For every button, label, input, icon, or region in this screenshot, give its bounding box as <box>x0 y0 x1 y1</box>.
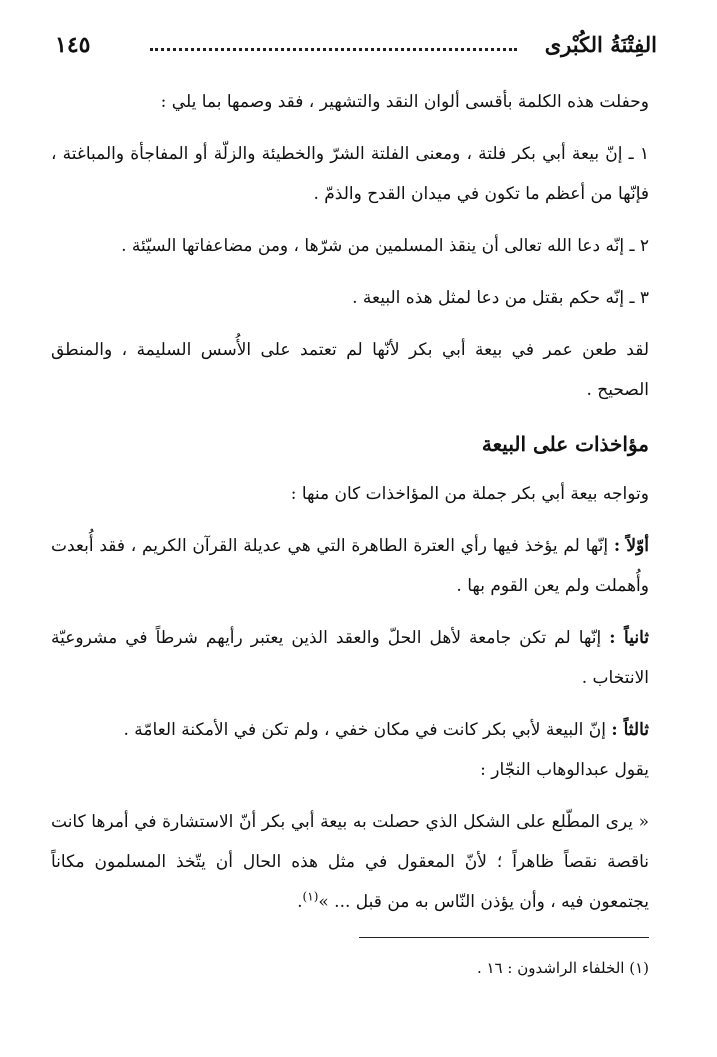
footnote-divider <box>359 937 649 938</box>
page-number: ١٤٥ <box>55 32 91 58</box>
main-text <box>51 82 649 934</box>
list-item: ٣ ـ إنّه حكم بقتل من دعا لمثل هذه البيعة . <box>352 288 649 308</box>
section-heading: مؤاخذات على البيعة <box>481 432 649 456</box>
list-item: ٢ ـ إنّه دعا الله تعالى أن ينقذ المسلمين من شرّها ، ومن مضاعفاتها السيّئة . <box>121 236 649 256</box>
objection-text: إنّ البيعة لأبي بكر كانت في مكان خفي ، ولم تكن في الأمكنة العامّة . <box>123 720 606 740</box>
page-header <box>55 30 657 64</box>
quote-intro: يقول عبدالوهاب النجّار : <box>480 760 649 780</box>
objection-label: ثالثاً : <box>611 720 649 740</box>
quotation <box>51 802 649 922</box>
quotation-text: « يرى المطّلع على الشكل الذي حصلت به بيعة أبي بكر أنّ الاستشارة في أمرها كانت ناقصة نقصاً ظاهراً ؛ لأنّ المعقول في مثل هذه الحال أن يتّخذ المسلمون مكاناً يجتمعون فيه ، وأن يؤذن النّاس به من قبل ... » <box>51 812 649 912</box>
objection-label: أوّلاً : <box>613 536 649 556</box>
objection-text: إنّها لم يؤخذ فيها رأي العترة الطاهرة التي هي عديلة القرآن الكريم ، فقد أُبعدت وأُهملت ولم يعن القوم بها . <box>51 536 649 596</box>
objection-third <box>51 710 649 750</box>
list-item: ١ ـ إنّ بيعة أبي بكر فلتة ، ومعنى الفلتة الشرّ والخطيئة والزلّة أو المفاجأة والمباغتة ، فإنّها من أعظم ما تكون في ميدان القدح والذمّ . <box>51 144 649 204</box>
running-title: الفِتْنَةُ الكُبْرى <box>544 32 657 57</box>
header-dotted-leader <box>150 48 517 51</box>
footnote: (١) الخلفاء الراشدون : ١٦ . <box>476 959 649 977</box>
objection-label: ثانياً : <box>609 628 649 648</box>
footnote-reference[interactable]: (١) <box>302 889 319 904</box>
objection-first <box>51 526 649 606</box>
paragraph: لقد طعن عمر في بيعة أبي بكر لأنّها لم تعتمد على الأُسس السليمة ، والمنطق الصحيح . <box>51 340 649 400</box>
paragraph: وتواجه بيعة أبي بكر جملة من المؤاخذات كان منها : <box>290 484 649 504</box>
quotation-end: . <box>297 892 303 912</box>
paragraph: وحفلت هذه الكلمة بأقسى ألوان النقد والتشهير ، فقد وصمها بما يلي : <box>160 92 649 112</box>
objection-text: إنّها لم تكن جامعة لأهل الحلّ والعقد الذين يعتبر رأيهم شرطاً في مشروعيّة الانتخاب . <box>51 628 649 688</box>
objection-second <box>51 618 649 698</box>
